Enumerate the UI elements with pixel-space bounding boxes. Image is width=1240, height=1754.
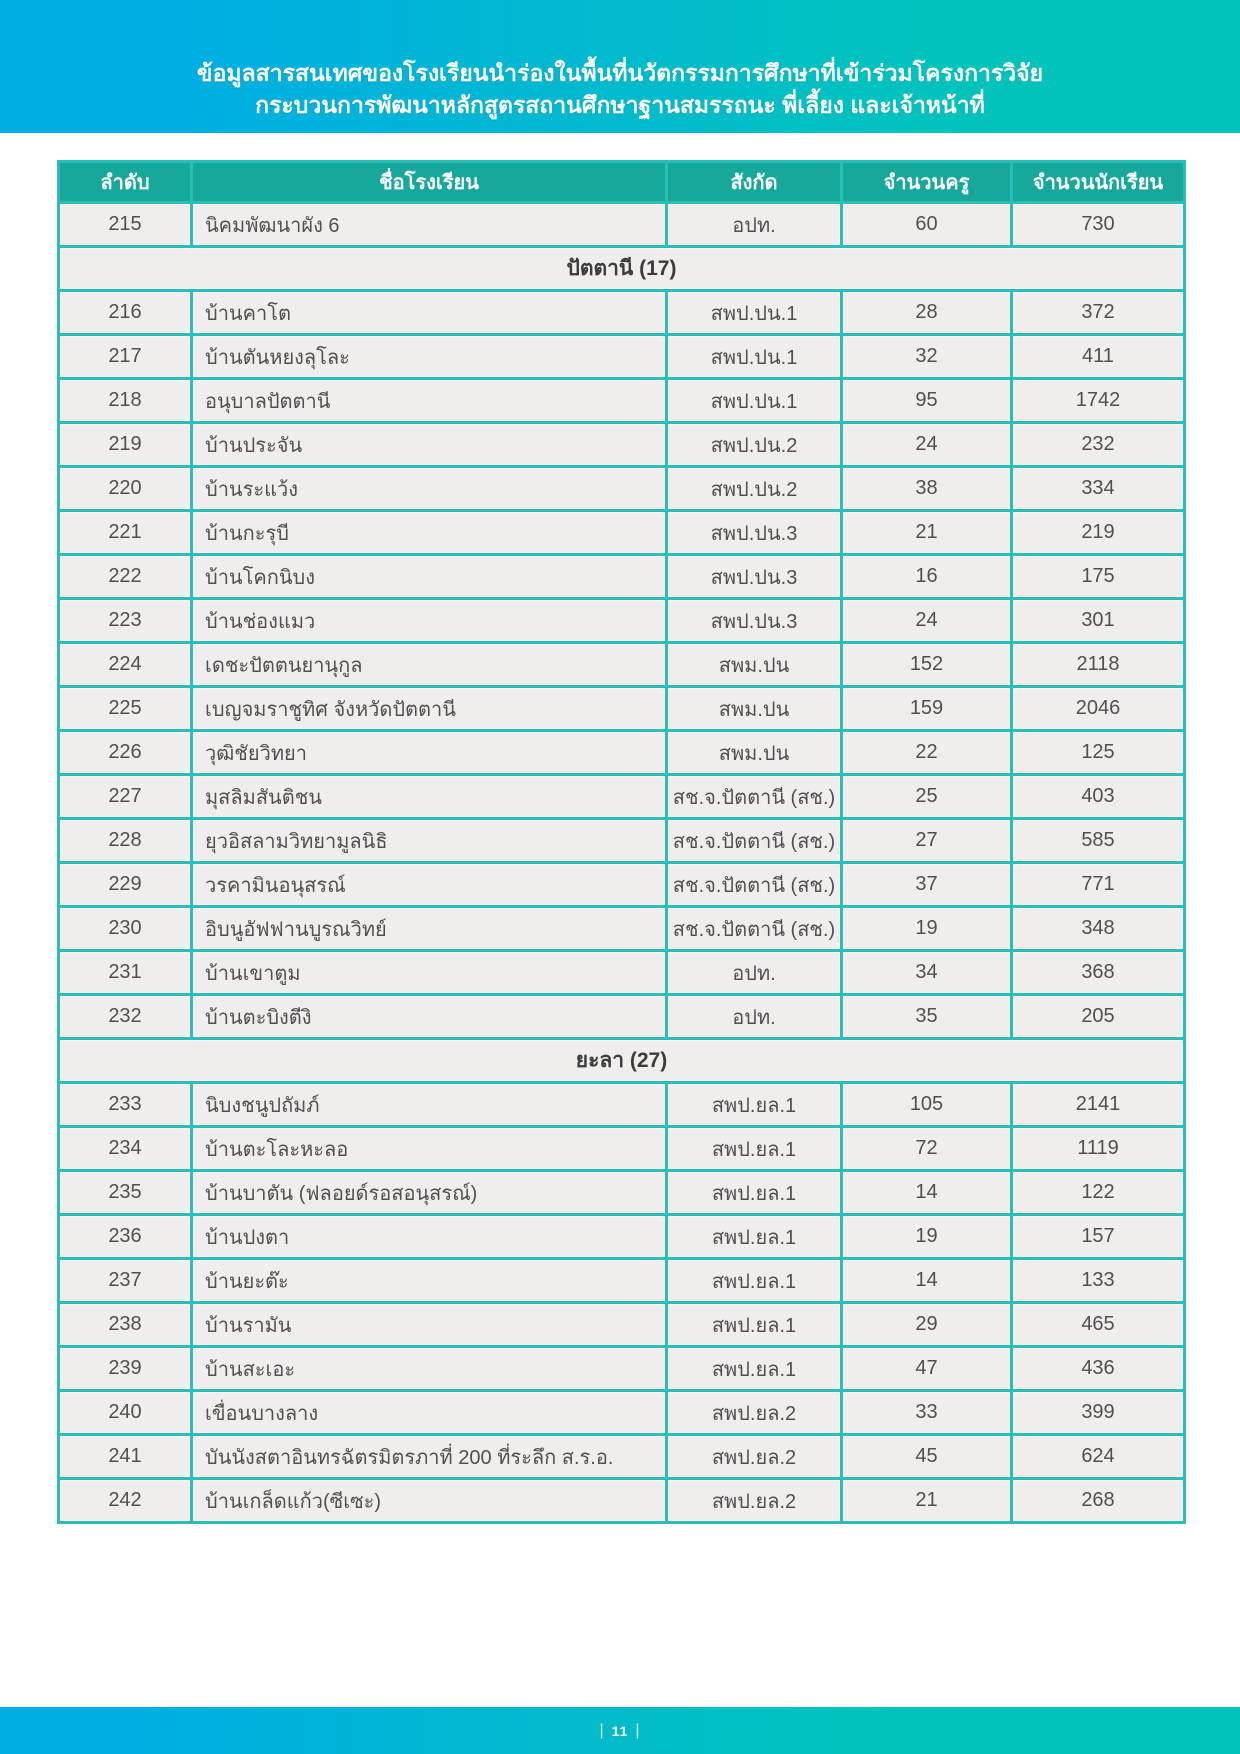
- header-band: [0, 0, 1240, 133]
- row-index-cell: 240: [59, 1391, 192, 1435]
- teacher-count-cell: 19: [842, 907, 1012, 951]
- row-index-cell: 234: [59, 1127, 192, 1171]
- school-name-cell: บ้านยะต๊ะ: [192, 1259, 667, 1303]
- table-row: [59, 1303, 1185, 1347]
- row-index-cell: 217: [59, 335, 192, 379]
- teacher-count-cell: 19: [842, 1215, 1012, 1259]
- affiliation-cell: อปท.: [667, 951, 842, 995]
- table-row: [59, 643, 1185, 687]
- affiliation-cell: สพป.ยล.2: [667, 1435, 842, 1479]
- table-row: [59, 335, 1185, 379]
- row-index-cell: 227: [59, 775, 192, 819]
- affiliation-cell: สช.จ.ปัตตานี (สช.): [667, 819, 842, 863]
- page-number-value: 11: [611, 1722, 629, 1739]
- row-index-cell: 225: [59, 687, 192, 731]
- row-index-cell: 223: [59, 599, 192, 643]
- school-name-cell: บันนังสตาอินทรฉัตรมิตรภาที่ 200 ที่ระลึก ส.ร.อ.: [192, 1435, 667, 1479]
- school-name-cell: เดชะปัตตนยานุกูล: [192, 643, 667, 687]
- section-label: ยะลา (27): [59, 1039, 1185, 1083]
- section-row: [59, 1039, 1185, 1083]
- affiliation-cell: สพป.ยล.1: [667, 1259, 842, 1303]
- school-name-cell: บ้านบาตัน (ฟลอยด์รอสอนุสรณ์): [192, 1171, 667, 1215]
- table-row: [59, 687, 1185, 731]
- column-header-affiliation: สังกัด: [667, 162, 842, 203]
- table-row: [59, 467, 1185, 511]
- table-row: [59, 1435, 1185, 1479]
- row-index-cell: 238: [59, 1303, 192, 1347]
- student-count-cell: 730: [1012, 203, 1185, 247]
- teacher-count-cell: 95: [842, 379, 1012, 423]
- teacher-count-cell: 152: [842, 643, 1012, 687]
- row-index-cell: 215: [59, 203, 192, 247]
- teacher-count-cell: 16: [842, 555, 1012, 599]
- teacher-count-cell: 24: [842, 599, 1012, 643]
- student-count-cell: 771: [1012, 863, 1185, 907]
- table-row: [59, 1083, 1185, 1127]
- teacher-count-cell: 21: [842, 1479, 1012, 1523]
- affiliation-cell: สพป.ปน.3: [667, 599, 842, 643]
- affiliation-cell: อปท.: [667, 203, 842, 247]
- table-row: [59, 731, 1185, 775]
- section-label: ปัตตานี (17): [59, 247, 1185, 291]
- teacher-count-cell: 72: [842, 1127, 1012, 1171]
- teacher-count-cell: 37: [842, 863, 1012, 907]
- affiliation-cell: สช.จ.ปัตตานี (สช.): [667, 907, 842, 951]
- student-count-cell: 2118: [1012, 643, 1185, 687]
- affiliation-cell: สพป.ปน.1: [667, 379, 842, 423]
- student-count-cell: 205: [1012, 995, 1185, 1039]
- affiliation-cell: สพป.ปน.1: [667, 291, 842, 335]
- schools-table-wrapper: [57, 160, 1183, 1524]
- table-row: [59, 775, 1185, 819]
- student-count-cell: 157: [1012, 1215, 1185, 1259]
- school-name-cell: บ้านตะโละหะลอ: [192, 1127, 667, 1171]
- student-count-cell: 465: [1012, 1303, 1185, 1347]
- row-index-cell: 222: [59, 555, 192, 599]
- teacher-count-cell: 27: [842, 819, 1012, 863]
- row-index-cell: 224: [59, 643, 192, 687]
- teacher-count-cell: 159: [842, 687, 1012, 731]
- page-title-line-2: กระบวนการพัฒนาหลักสูตรสถานศึกษาฐานสมรรถนะ พี่เลี้ยง และเจ้าหน้าที่: [255, 92, 985, 118]
- school-name-cell: บ้านตะบิงตีงิ: [192, 995, 667, 1039]
- column-header-student-count: จำนวนนักเรียน: [1012, 162, 1185, 203]
- affiliation-cell: สช.จ.ปัตตานี (สช.): [667, 775, 842, 819]
- affiliation-cell: สพป.ปน.3: [667, 555, 842, 599]
- student-count-cell: 368: [1012, 951, 1185, 995]
- school-name-cell: บ้านระแว้ง: [192, 467, 667, 511]
- teacher-count-cell: 35: [842, 995, 1012, 1039]
- section-row: [59, 247, 1185, 291]
- school-name-cell: บ้านสะเอะ: [192, 1347, 667, 1391]
- footer-right-bar: |: [635, 1721, 641, 1739]
- school-name-cell: บ้านเขาตูม: [192, 951, 667, 995]
- row-index-cell: 233: [59, 1083, 192, 1127]
- column-header-index: ลำดับ: [59, 162, 192, 203]
- table-row: [59, 511, 1185, 555]
- student-count-cell: 372: [1012, 291, 1185, 335]
- table-row: [59, 599, 1185, 643]
- row-index-cell: 219: [59, 423, 192, 467]
- table-row: [59, 907, 1185, 951]
- table-row: [59, 1259, 1185, 1303]
- row-index-cell: 220: [59, 467, 192, 511]
- school-name-cell: มุสลิมสันติชน: [192, 775, 667, 819]
- row-index-cell: 232: [59, 995, 192, 1039]
- affiliation-cell: สพป.ยล.1: [667, 1171, 842, 1215]
- row-index-cell: 241: [59, 1435, 192, 1479]
- student-count-cell: 348: [1012, 907, 1185, 951]
- student-count-cell: 334: [1012, 467, 1185, 511]
- teacher-count-cell: 34: [842, 951, 1012, 995]
- row-index-cell: 235: [59, 1171, 192, 1215]
- table-row: [59, 819, 1185, 863]
- student-count-cell: 403: [1012, 775, 1185, 819]
- affiliation-cell: สพป.ปน.3: [667, 511, 842, 555]
- affiliation-cell: สพป.ยล.2: [667, 1391, 842, 1435]
- affiliation-cell: สพป.ปน.1: [667, 335, 842, 379]
- affiliation-cell: สพม.ปน: [667, 731, 842, 775]
- teacher-count-cell: 24: [842, 423, 1012, 467]
- teacher-count-cell: 105: [842, 1083, 1012, 1127]
- table-row: [59, 1171, 1185, 1215]
- table-row: [59, 1215, 1185, 1259]
- schools-table: [57, 160, 1186, 1524]
- row-index-cell: 231: [59, 951, 192, 995]
- table-row: [59, 863, 1185, 907]
- school-name-cell: เบญจมราชูทิศ จังหวัดปัตตานี: [192, 687, 667, 731]
- table-row: [59, 379, 1185, 423]
- row-index-cell: 239: [59, 1347, 192, 1391]
- school-name-cell: อิบนูอัฟฟานบูรณวิทย์: [192, 907, 667, 951]
- row-index-cell: 236: [59, 1215, 192, 1259]
- student-count-cell: 175: [1012, 555, 1185, 599]
- table-header-row: [59, 162, 1185, 203]
- row-index-cell: 216: [59, 291, 192, 335]
- student-count-cell: 2046: [1012, 687, 1185, 731]
- school-name-cell: วรคามินอนุสรณ์: [192, 863, 667, 907]
- affiliation-cell: อปท.: [667, 995, 842, 1039]
- teacher-count-cell: 32: [842, 335, 1012, 379]
- student-count-cell: 125: [1012, 731, 1185, 775]
- table-row: [59, 1479, 1185, 1523]
- table-row: [59, 555, 1185, 599]
- student-count-cell: 436: [1012, 1347, 1185, 1391]
- student-count-cell: 1119: [1012, 1127, 1185, 1171]
- school-name-cell: บ้านโคกนิบง: [192, 555, 667, 599]
- school-name-cell: บ้านกะรุบี: [192, 511, 667, 555]
- school-name-cell: เขื่อนบางลาง: [192, 1391, 667, 1435]
- affiliation-cell: สพป.ปน.2: [667, 467, 842, 511]
- affiliation-cell: สพป.ยล.1: [667, 1215, 842, 1259]
- row-index-cell: 221: [59, 511, 192, 555]
- school-name-cell: นิบงชนูปถัมภ์: [192, 1083, 667, 1127]
- affiliation-cell: สพม.ปน: [667, 643, 842, 687]
- school-name-cell: บ้านคาโต: [192, 291, 667, 335]
- row-index-cell: 228: [59, 819, 192, 863]
- table-row: [59, 423, 1185, 467]
- student-count-cell: 1742: [1012, 379, 1185, 423]
- teacher-count-cell: 45: [842, 1435, 1012, 1479]
- column-header-school-name: ชื่อโรงเรียน: [192, 162, 667, 203]
- row-index-cell: 230: [59, 907, 192, 951]
- teacher-count-cell: 38: [842, 467, 1012, 511]
- affiliation-cell: สช.จ.ปัตตานี (สช.): [667, 863, 842, 907]
- table-row: [59, 291, 1185, 335]
- teacher-count-cell: 14: [842, 1171, 1012, 1215]
- school-name-cell: บ้านประจัน: [192, 423, 667, 467]
- teacher-count-cell: 22: [842, 731, 1012, 775]
- student-count-cell: 411: [1012, 335, 1185, 379]
- school-name-cell: นิคมพัฒนาผัง 6: [192, 203, 667, 247]
- table-row: [59, 203, 1185, 247]
- school-name-cell: บ้านเกล็ดแก้ว(ซีเซะ): [192, 1479, 667, 1523]
- affiliation-cell: สพป.ยล.1: [667, 1083, 842, 1127]
- page-title-line-1: ข้อมูลสารสนเทศของโรงเรียนนำร่องในพื้นที่นวัตกรรมการศึกษาที่เข้าร่วมโครงการวิจัย: [196, 60, 1044, 86]
- row-index-cell: 237: [59, 1259, 192, 1303]
- row-index-cell: 218: [59, 379, 192, 423]
- affiliation-cell: สพป.ยล.1: [667, 1347, 842, 1391]
- school-name-cell: อนุบาลปัตตานี: [192, 379, 667, 423]
- teacher-count-cell: 60: [842, 203, 1012, 247]
- school-name-cell: ยุวอิสลามวิทยามูลนิธิ: [192, 819, 667, 863]
- affiliation-cell: สพม.ปน: [667, 687, 842, 731]
- student-count-cell: 133: [1012, 1259, 1185, 1303]
- table-row: [59, 951, 1185, 995]
- table-row: [59, 1127, 1185, 1171]
- affiliation-cell: สพป.ยล.1: [667, 1127, 842, 1171]
- row-index-cell: 226: [59, 731, 192, 775]
- student-count-cell: 2141: [1012, 1083, 1185, 1127]
- teacher-count-cell: 33: [842, 1391, 1012, 1435]
- teacher-count-cell: 28: [842, 291, 1012, 335]
- affiliation-cell: สพป.ยล.1: [667, 1303, 842, 1347]
- school-name-cell: บ้านรามัน: [192, 1303, 667, 1347]
- student-count-cell: 268: [1012, 1479, 1185, 1523]
- teacher-count-cell: 21: [842, 511, 1012, 555]
- column-header-teacher-count: จำนวนครู: [842, 162, 1012, 203]
- student-count-cell: 122: [1012, 1171, 1185, 1215]
- footer-band: [0, 1707, 1240, 1754]
- student-count-cell: 301: [1012, 599, 1185, 643]
- row-index-cell: 242: [59, 1479, 192, 1523]
- affiliation-cell: สพป.ยล.2: [667, 1479, 842, 1523]
- school-name-cell: วุฒิชัยวิทยา: [192, 731, 667, 775]
- student-count-cell: 232: [1012, 423, 1185, 467]
- teacher-count-cell: 29: [842, 1303, 1012, 1347]
- student-count-cell: 585: [1012, 819, 1185, 863]
- teacher-count-cell: 25: [842, 775, 1012, 819]
- student-count-cell: 399: [1012, 1391, 1185, 1435]
- school-name-cell: บ้านปงตา: [192, 1215, 667, 1259]
- teacher-count-cell: 14: [842, 1259, 1012, 1303]
- footer-left-bar: |: [599, 1721, 605, 1739]
- student-count-cell: 219: [1012, 511, 1185, 555]
- table-row: [59, 1391, 1185, 1435]
- school-name-cell: บ้านช่องแมว: [192, 599, 667, 643]
- table-row: [59, 995, 1185, 1039]
- row-index-cell: 229: [59, 863, 192, 907]
- school-name-cell: บ้านตันหยงลุโละ: [192, 335, 667, 379]
- table-row: [59, 1347, 1185, 1391]
- affiliation-cell: สพป.ปน.2: [667, 423, 842, 467]
- page-number: [599, 1722, 640, 1740]
- student-count-cell: 624: [1012, 1435, 1185, 1479]
- teacher-count-cell: 47: [842, 1347, 1012, 1391]
